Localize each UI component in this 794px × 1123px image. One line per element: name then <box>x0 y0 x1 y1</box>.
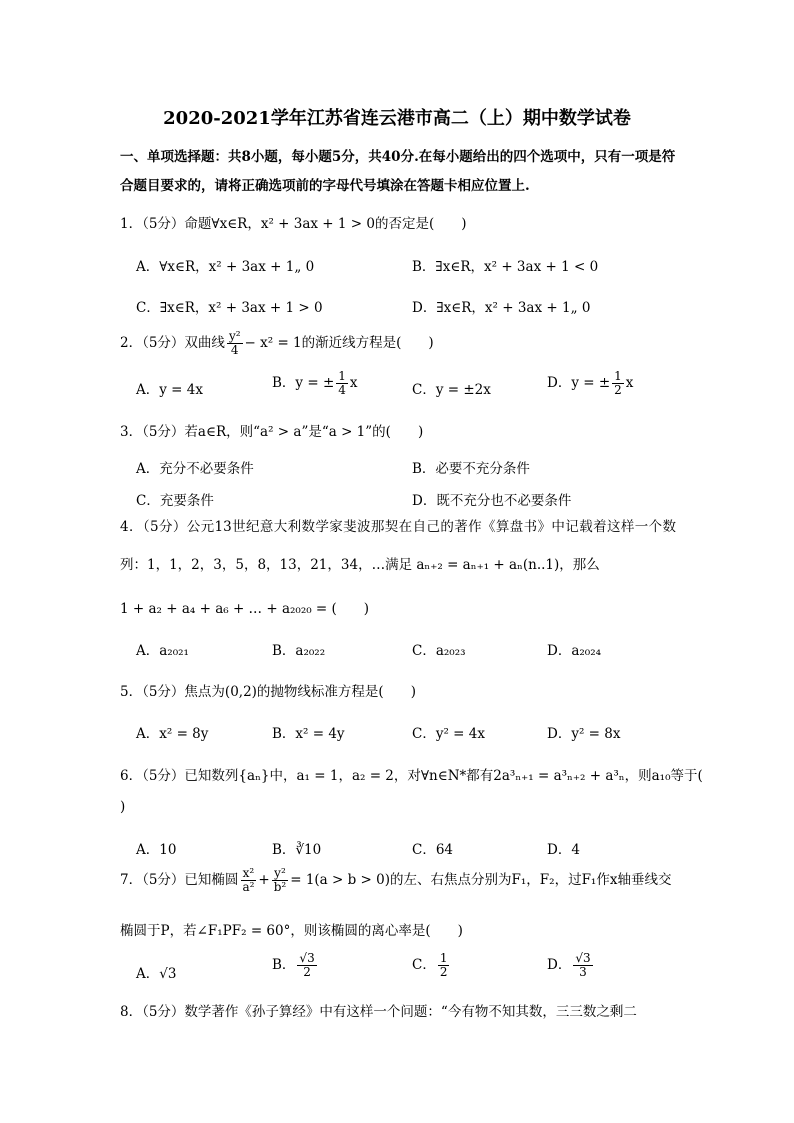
question-3-option-d: D．既不充分也不必要条件 <box>412 493 572 509</box>
question-3-option-b: B．必要不充分条件 <box>412 461 530 477</box>
question-1-option-c: C．∃x∈R，x² + 3ax + 1 > 0 <box>136 300 323 316</box>
question-7-option-b: B． $\frac{√3}{2}$ <box>272 951 315 980</box>
question-2-option-c: C．y = ±2x <box>412 382 491 398</box>
question-2-option-a: A．y = 4x <box>136 382 203 398</box>
question-7-fraction-y: $\frac{\text{y²}}{\text{b²}}$ <box>273 866 287 895</box>
question-4-option-c: C．a₂₀₂₃ <box>412 643 466 659</box>
question-6-option-c: C．64 <box>412 842 454 858</box>
question-4-stem: 4．（5分）公元13世纪意大利数学家斐波那契在自己的著作《算盘书》中记载着这样一个数列：1，1，2，3，5，8，13，21，34，…满足 aₙ₊₂ = aₙ₊₁ + aₙ(n..1)，那么 <box>120 519 676 573</box>
question-7-stem: 7．（5分）已知椭圆 $\frac{\text{x²}}{\text{a²}}$ + $\frac{\text{y²}}{\text{b²}}$ = 1(a > b > 0)的左、右焦点分别为F₁，F₂，过F₁作x轴垂线交 <box>120 866 672 895</box>
question-7-option-a: A．√3 <box>136 966 177 982</box>
question-2-option-d: D．y = ± $\frac{1}{2}$ x <box>547 369 634 398</box>
question-1-option-a: A．∀x∈R，x² + 3ax + 1„ 0 <box>136 259 315 275</box>
question-5-option-b: B．x² = 4y <box>272 726 345 742</box>
question-2-option-b: B．y = ± $\frac{1}{4}$ x <box>272 369 358 398</box>
question-7-fraction-x: $\frac{\text{x²}}{\text{a²}}$ <box>242 866 255 895</box>
question-5-stem: 5．（5分）焦点为(0,2)的抛物线标准方程是( ) <box>120 684 416 700</box>
question-5-option-a: A．x² = 8y <box>136 726 209 742</box>
question-4-option-b: B．a₂₀₂₂ <box>272 643 326 659</box>
question-2-stem-after: − x² = 1的渐近线方程是( ) <box>244 335 434 352</box>
question-4-option-d: D．a₂₀₂₄ <box>547 643 602 659</box>
page-title: 2020-2021学年江苏省连云港市高二（上）期中数学试卷 <box>163 108 631 129</box>
question-4-stem-continued: 1 + a₂ + a₄ + a₆ + … + a₂₀₂₀ = ( ) <box>120 601 370 617</box>
question-8-stem: 8．（5分）数学著作《孙子算经》中有这样一个问题：“今有物不知其数，三三数之剩二 <box>120 1004 637 1020</box>
question-2-fraction: $\frac{\text{y²}}{4}$ <box>228 329 241 358</box>
question-5-option-d: D．y² = 8x <box>547 726 621 742</box>
question-3-stem: 3．（5分）若a∈R，则“a² > a”是“a > 1”的( ) <box>120 424 424 440</box>
question-1-option-b: B．∃x∈R，x² + 3ax + 1 < 0 <box>412 259 599 275</box>
question-3-option-a: A．充分不必要条件 <box>136 461 254 477</box>
question-7-option-c: C． $\frac{1}{2}$ <box>412 951 448 980</box>
question-5-option-c: C．y² = 4x <box>412 726 485 742</box>
question-2-stem-before: 2．（5分）双曲线 <box>120 335 225 352</box>
question-1-stem: 1．（5分）命题∀x∈R，x² + 3ax + 1 > 0的否定是( ) <box>120 216 467 232</box>
question-7-option-d: D． $\frac{√3}{3}$ <box>547 951 591 980</box>
question-6-option-b: B．∛10 <box>272 842 322 858</box>
question-1-option-d: D．∃x∈R，x² + 3ax + 1„ 0 <box>412 300 591 316</box>
question-6-stem: 6．（5分）已知数列{aₙ}中，a₁ = 1，a₂ = 2，对∀n∈N*都有2a³ₙ₊₁ = a³ₙ₊₂ + a³ₙ，则a₁₀等于( <box>120 768 703 784</box>
question-3-option-c: C．充要条件 <box>136 493 214 509</box>
question-4-option-a: A．a₂₀₂₁ <box>136 643 189 659</box>
question-2-stem <box>120 330 434 357</box>
question-7-stem-continued: 椭圆于P，若∠F₁PF₂ = 60°，则该椭圆的离心率是( ) <box>120 923 463 939</box>
question-6-option-d: D．4 <box>547 842 580 858</box>
question-6-option-a: A．10 <box>136 842 177 858</box>
section-heading: 一、单项选择题：共8小题，每小题5分，共40分.在每小题给出的四个选项中，只有一项是符合题目要求的，请将正确选项前的字母代号填涂在答题卡相应位置上. <box>120 149 676 194</box>
question-6-stem-continued: ) <box>120 799 126 815</box>
